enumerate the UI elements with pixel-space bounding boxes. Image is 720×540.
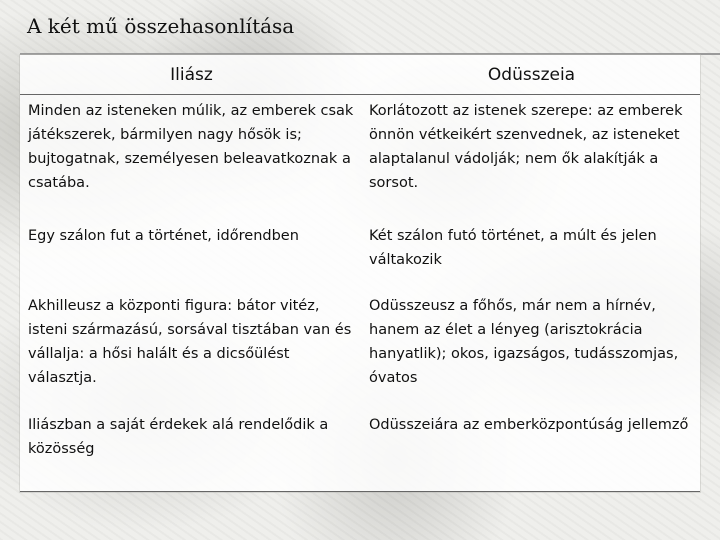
- table-cell: Odüsszeiára az emberközpontúság jellemző: [363, 409, 700, 492]
- table-cell: Iliászban a saját érdekek alá rendelődik a közösség: [20, 409, 363, 492]
- slide-title: A két mű összehasonlítása: [27, 14, 295, 38]
- table-row: [20, 95, 700, 221]
- table-row: [20, 220, 700, 290]
- table-cell: Két szálon futó történet, a múlt és jelen váltakozik: [369, 228, 657, 268]
- table-cell: Akhilleusz a központi figura: bátor vitéz, isteni származású, sorsával tisztában van és vállalja: a hősi halált és a dicsőülést választja.: [28, 298, 352, 386]
- table-cell: Egy szálon fut a történet, időrendben: [28, 228, 299, 244]
- table-row: [20, 409, 700, 492]
- table-cell: Minden az isteneken múlik, az emberek csak játékszerek, bármilyen nagy hősök is; bujtogatnak, személyesen beleavatkoznak a csatába.: [28, 103, 354, 191]
- table-header-row: [20, 55, 700, 95]
- table-cell: Korlátozott az istenek szerepe: az emberek önnön vétkeikért szenvednek, az isteneket alaptalanul vádolják; nem ők alakítják a sorsot.: [369, 103, 683, 191]
- column-header-iliasz: Iliász: [20, 55, 363, 95]
- table-row: [20, 290, 700, 409]
- comparison-table: [20, 55, 700, 492]
- table-cell: Odüsszeusz a főhős, már nem a hírnév, hanem az élet a lényeg (arisztokrácia hanyatlik); okos, igazságos, tudásszomjas, óvatos: [369, 298, 679, 386]
- column-header-odusszeia: Odüsszeia: [363, 55, 700, 95]
